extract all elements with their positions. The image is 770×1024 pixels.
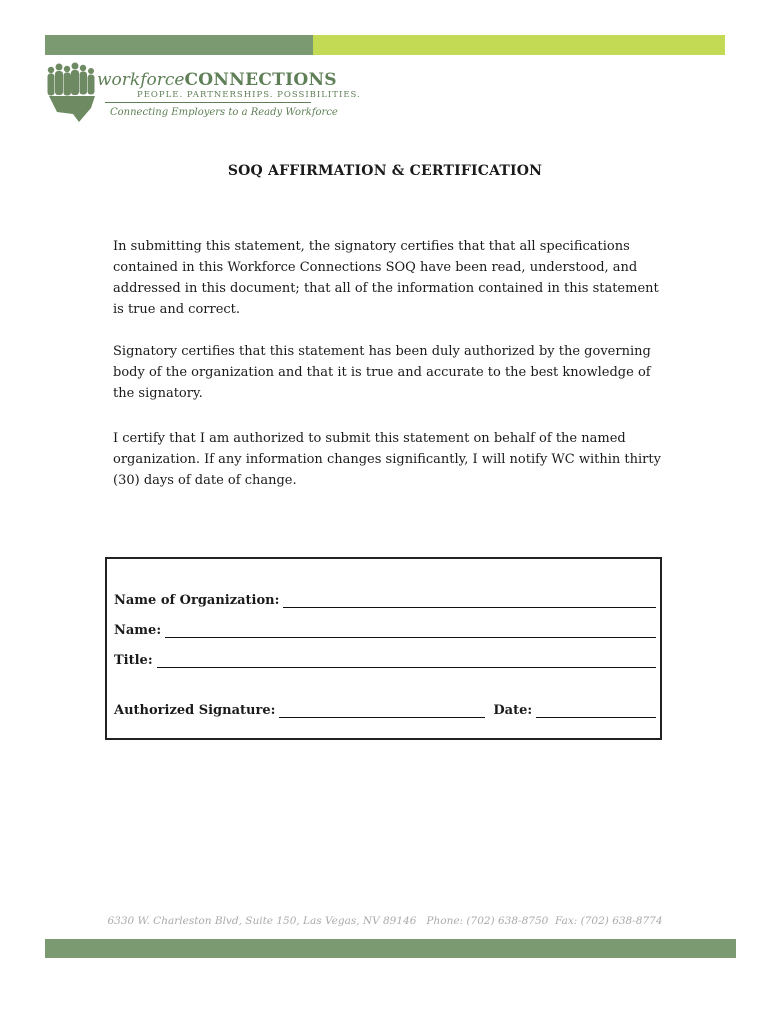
document-title: SOQ AFFIRMATION & CERTIFICATION <box>227 163 543 179</box>
footer-color-band <box>45 939 736 958</box>
organization-label: Name of Organization: <box>114 593 280 608</box>
signature-form <box>105 557 662 740</box>
logo-subtagline: Connecting Employers to a Ready Workforce <box>110 107 338 118</box>
footer-contact <box>0 915 770 927</box>
people-silhouettes-icon <box>45 62 101 124</box>
paragraph-authorization: Signatory certifies that this statement has been duly authorized by the governing body of the organization and that it is true and accurate to the best knowledge of the signatory. <box>113 344 651 401</box>
organization-field[interactable] <box>283 594 656 608</box>
signature-field[interactable] <box>279 704 485 718</box>
logo-tagline: PEOPLE. PARTNERSHIPS. POSSIBILITIES. <box>137 90 361 100</box>
name-label: Name: <box>114 623 162 638</box>
workforce-connections-logo <box>45 62 361 124</box>
paragraph-certification: In submitting this statement, the signatory certifies that that all specifications contained in this Workforce Connections SOQ have been read, understood, and addressed in this document; that all of the information contained in this statement is true and correct. <box>113 239 659 317</box>
logo-wordmark-workforce: workforce <box>97 70 185 90</box>
date-field[interactable] <box>536 704 656 718</box>
footer-fax: Fax: (702) 638-8774 <box>555 915 663 927</box>
signature-label: Authorized Signature: <box>114 703 276 718</box>
title-label: Title: <box>114 653 153 668</box>
header-band-dark <box>45 35 313 55</box>
name-row <box>114 623 656 638</box>
header-color-band <box>45 35 725 55</box>
header-band-light <box>313 35 725 55</box>
paragraph-notification: I certify that I am authorized to submit this statement on behalf of the named organization. If any information changes significantly, I will notify WC within thirty (30) days of date of change. <box>113 431 661 488</box>
logo-wordmark <box>97 70 337 90</box>
organization-row <box>114 593 656 608</box>
name-field[interactable] <box>165 624 656 638</box>
footer-phone: Phone: (702) 638-8750 <box>426 915 549 927</box>
signature-row <box>114 703 656 718</box>
title-row <box>114 653 656 668</box>
footer-address: 6330 W. Charleston Blvd, Suite 150, Las Vegas, NV 89146 <box>107 915 417 927</box>
logo-wordmark-connections: CONNECTIONS <box>184 70 337 90</box>
title-field[interactable] <box>157 654 656 668</box>
date-label: Date: <box>493 703 533 718</box>
logo-divider <box>105 102 311 103</box>
